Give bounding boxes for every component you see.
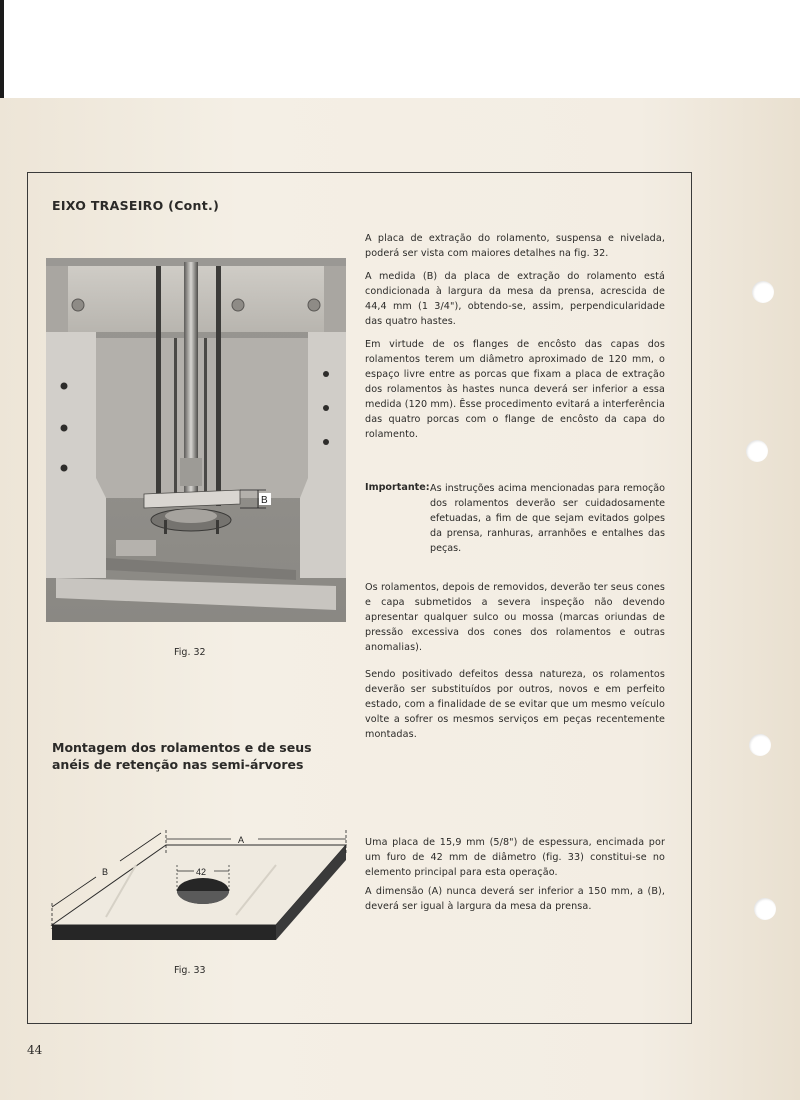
important-text: As instruções acima mencionadas para remoção dos rolamentos deverão ser cuidadosamente efetuadas, a fim de que sejam evitados golpes da prensa, ranhuras, arranhões e entalhes das peças. [430,483,665,554]
dimension-b-label: B [102,867,109,877]
dimension-b-label: B [261,495,268,506]
subsection-title: Montagem dos rolamentos e de seus anéis de retenção nas semi-árvores [52,740,312,772]
paragraph: A dimensão (A) nunca deverá ser inferior a 150 mm, a (B), deverá ser igual à largura da mesa da prensa. [365,886,665,912]
paragraph: A medida (B) da placa de extração do rolamento está condicionada à largura da mesa da prensa, acrescida de 44,4 mm (1 3/4"), obtendo-se, assim, perpendicularidade das quatro hastes. [365,271,665,327]
plate-diagram-fig33 [46,825,356,950]
press-photo-fig32 [46,258,346,622]
page-number: 44 [27,1043,43,1057]
binder-hole [746,440,768,462]
hole-dimension-label: 42 [196,867,207,877]
figure-caption: Fig. 32 [174,647,206,658]
binder-hole [749,734,771,756]
important-label: Importante: [365,482,430,493]
dimension-a-label: A [238,835,245,845]
scan-top-margin [0,0,800,98]
scan-edge [0,0,4,98]
section-title: EIXO TRASEIRO (Cont.) [52,198,220,213]
paragraph: Em virtude de os flanges de encôsto das capas dos rolamentos terem um diâmetro aproximado de 120 mm, o espaço livre entre as porcas que fixam a placa de extração dos rolamentos às hastes nunca deverá ser inferior a essa medida (120 mm). Êsse procedimento evitará a interferência das quatro porcas com o flange de encôsto da capa do rolamento. [365,339,665,440]
paragraph: Sendo positivado defeitos dessa natureza, os rolamentos deverão ser substituídos por outros, novos e em perfeito estado, com a finalidade de se evitar que um mesmo veículo volte a sofrer os mesmos serviços em peças recentemente montadas. [365,669,665,740]
paragraph: Os rolamentos, depois de removidos, deverão ter seus cones e capa submetidos a severa inspeção não devendo apresentar qualquer sulco ou mossa (marcas oriundas de pressão excessiva dos cones dos rolamentos e outras anomalias). [365,582,665,653]
paragraph: Uma placa de 15,9 mm (5/8") de espessura, encimada por um furo de 42 mm de diâmetro (fig. 33) constitui-se no elemento principal para esta operação. [365,837,665,878]
paragraph: A placa de extração do rolamento, suspensa e nivelada, poderá ser vista com maiores detalhes na fig. 32. [365,233,665,259]
binder-hole [754,898,776,920]
binder-hole [752,281,774,303]
figure-caption: Fig. 33 [174,965,206,976]
